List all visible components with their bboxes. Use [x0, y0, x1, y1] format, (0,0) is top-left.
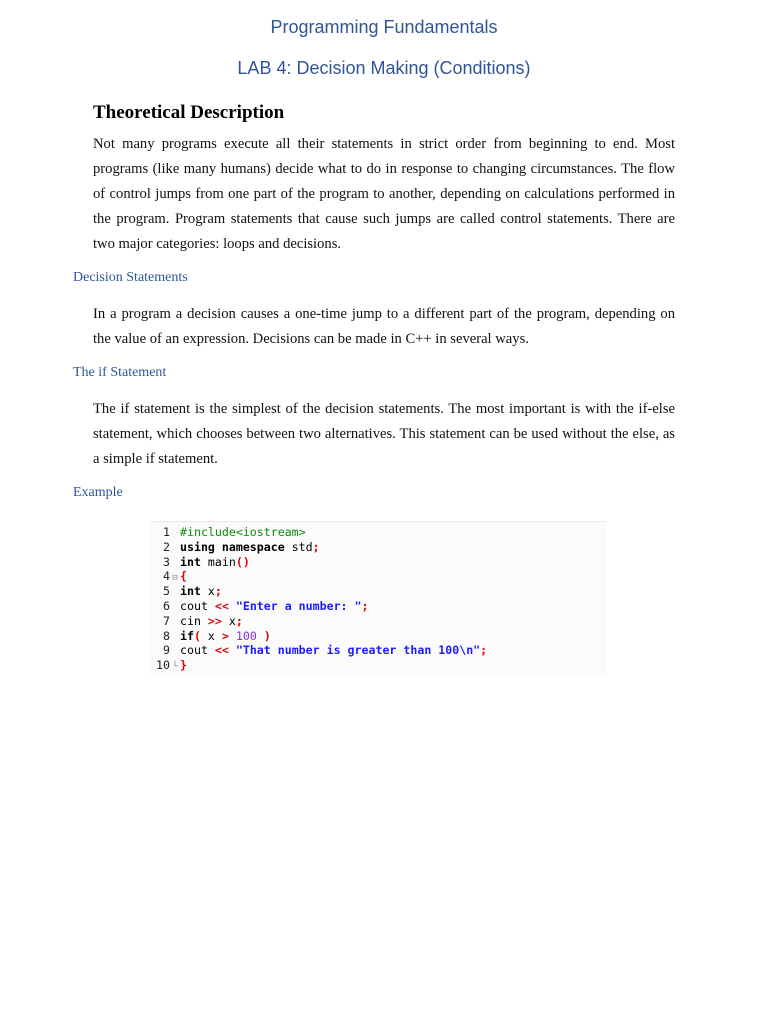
code-token — [257, 629, 264, 643]
code-token: if — [180, 628, 194, 643]
code-token: x — [200, 628, 222, 643]
code-token: ; — [214, 584, 222, 599]
code-token: ) — [263, 628, 271, 643]
code-token: int — [180, 584, 201, 599]
code-token — [229, 599, 236, 613]
code-token: using namespace — [180, 539, 285, 554]
fold-marker-icon[interactable]: ⊟ — [172, 573, 178, 584]
line-number: 3 — [163, 554, 170, 569]
line-number: 8 — [163, 628, 170, 643]
course-title: Programming Fundamentals — [270, 17, 498, 37]
section-heading: Theoretical Description — [93, 102, 285, 123]
line-number: 9 — [163, 643, 170, 658]
code-line — [150, 614, 606, 629]
fold-marker-icon: └ — [172, 662, 178, 673]
code-line — [150, 555, 606, 570]
code-token: > — [221, 628, 229, 643]
code-token — [229, 629, 236, 643]
code-token: x — [200, 584, 215, 599]
line-number: 5 — [163, 584, 170, 599]
code-token: std — [284, 539, 313, 554]
code-token: "That number is greater than 100\n" — [235, 643, 481, 658]
line-number: 10 — [156, 658, 170, 673]
code-line — [150, 540, 606, 555]
code-token: x — [221, 613, 236, 628]
lab-title: LAB 4: Decision Making (Conditions) — [237, 58, 531, 78]
code-token: ( — [193, 628, 201, 643]
code-token: << — [214, 598, 229, 613]
code-token: cout — [180, 643, 215, 658]
code-token: 100 — [235, 628, 257, 643]
line-number: 6 — [163, 598, 170, 613]
code-example-block — [150, 521, 606, 677]
code-line — [150, 584, 606, 599]
code-line — [150, 629, 606, 644]
decision-statements-heading: Decision Statements — [73, 270, 188, 285]
code-token: () — [235, 554, 250, 569]
line-number: 2 — [163, 539, 170, 554]
intro-paragraph: Not many programs execute all their statements in strict order from beginning to end. Most programs (like many humans) decide what to do in response to changing circumstances. The flow of control jumps from one part of the program to another, depending on calculations performed in the program. Program statements that cause such jumps are called control statements. There are two major categories: loops and decisions. — [93, 136, 675, 252]
code-line — [150, 525, 606, 540]
code-token: ; — [480, 643, 488, 658]
code-token: "Enter a number: " — [235, 598, 362, 613]
line-number: 1 — [163, 525, 170, 539]
code-token: ; — [312, 539, 320, 554]
code-line — [150, 569, 606, 584]
line-number: 7 — [163, 613, 170, 628]
example-heading: Example — [73, 485, 123, 500]
code-token: main — [200, 554, 236, 569]
line-number: 4 — [163, 569, 170, 584]
if-statement-heading: The if Statement — [73, 365, 167, 380]
code-token: int — [180, 554, 201, 569]
code-token: ; — [361, 598, 369, 613]
code-token: { — [180, 569, 187, 584]
if-paragraph: The if statement is the simplest of the decision statements. The most important is with the if-else statement, which chooses between two alternatives. This statement can be used without the else, as a simple if statement. — [93, 401, 675, 467]
code-token — [229, 643, 236, 657]
decision-paragraph: In a program a decision causes a one-time jump to a different part of the program, depending on the value of an expression. Decisions can be made in C++ in several ways. — [93, 306, 675, 347]
code-token: #include<iostream> — [180, 525, 306, 539]
code-token: ; — [235, 613, 243, 628]
code-line — [150, 599, 606, 614]
code-token: cin — [180, 613, 208, 628]
code-token: >> — [207, 613, 222, 628]
code-token: cout — [180, 598, 215, 613]
code-line — [150, 658, 606, 673]
code-line — [150, 643, 606, 658]
code-token: } — [180, 658, 187, 673]
code-token: << — [214, 643, 229, 658]
